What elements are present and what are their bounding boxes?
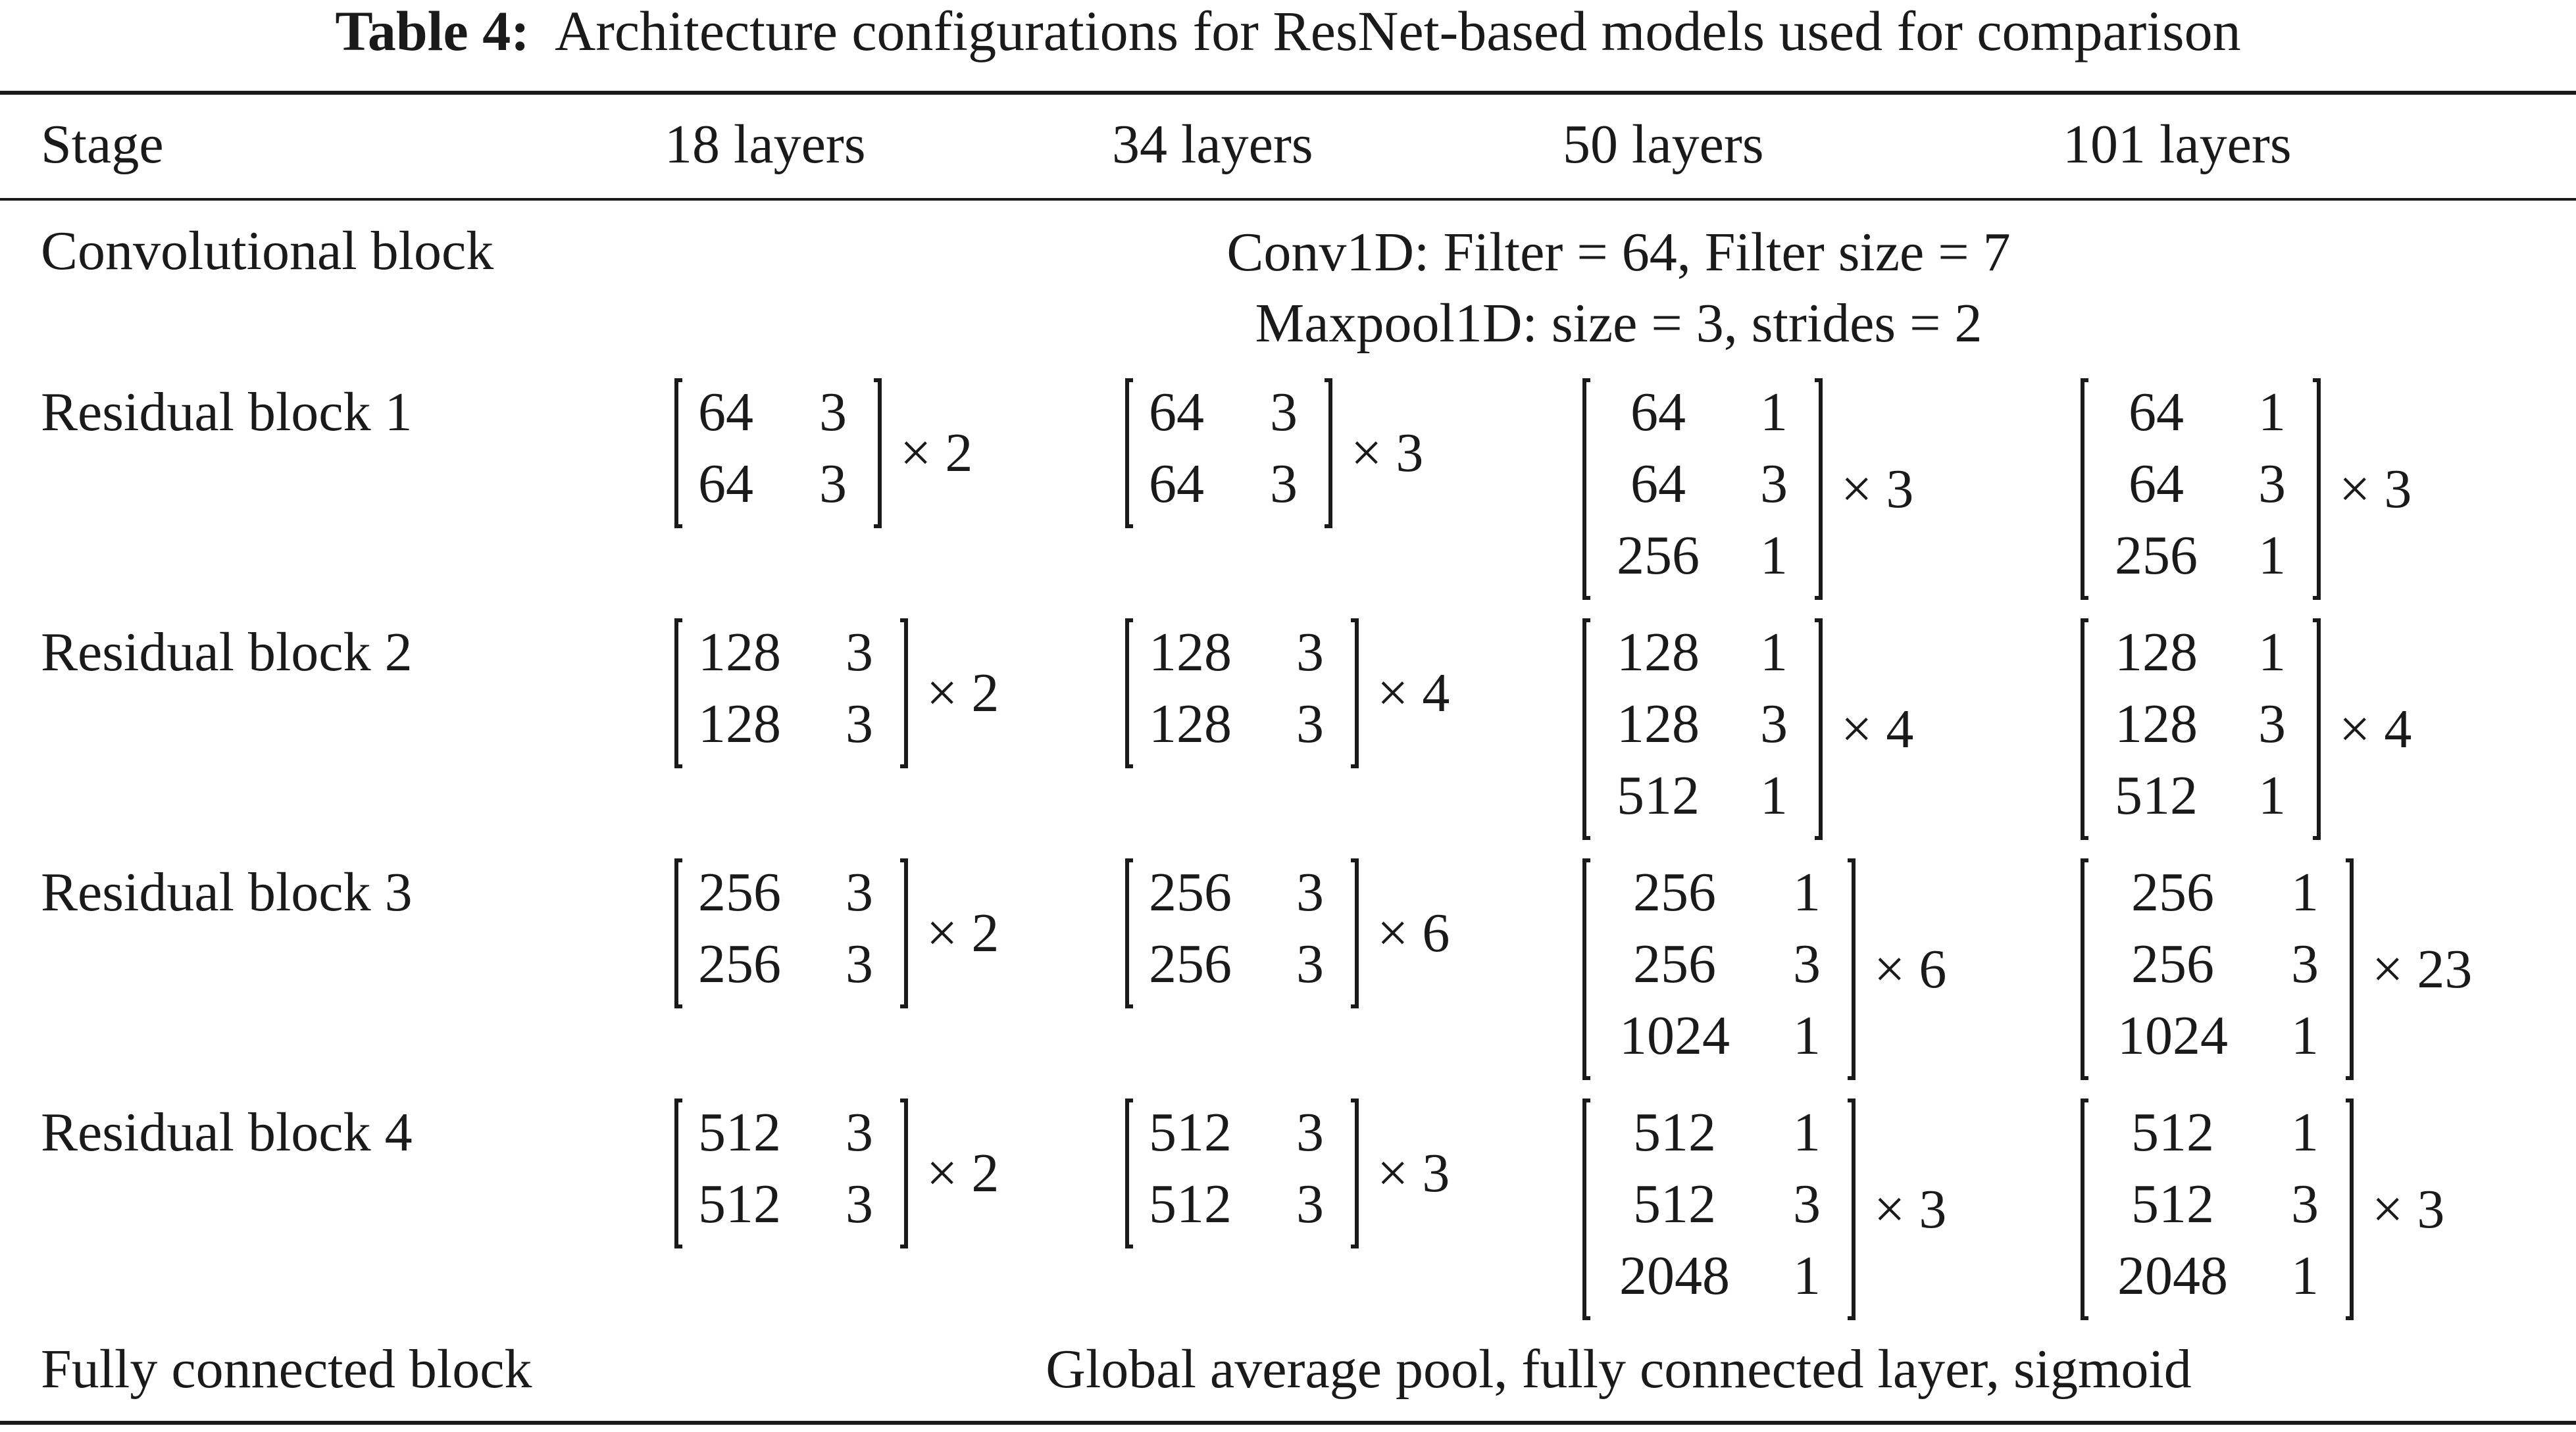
config-matrix: [1582, 378, 1823, 600]
kernel-size: 1: [1793, 1245, 1821, 1306]
filter-count: 128: [1617, 693, 1700, 754]
right-bracket: [900, 858, 908, 1008]
kernel-size: 3: [846, 862, 873, 923]
filter-count: 2048: [2117, 1245, 2228, 1306]
left-bracket: [674, 858, 682, 1008]
left-bracket: [1582, 1099, 1590, 1320]
repeat-multiplier: × 3: [2339, 458, 2412, 520]
config-matrix: [2081, 378, 2321, 600]
residual-block-stage: Residual block 3: [41, 862, 413, 923]
left-bracket: [1582, 378, 1590, 600]
filter-count: 512: [698, 1173, 781, 1235]
kernel-size: 1: [1760, 382, 1788, 443]
kernel-size: 3: [2291, 933, 2319, 995]
left-bracket: [2081, 858, 2088, 1080]
kernel-size: 3: [846, 622, 873, 683]
kernel-size: 3: [819, 453, 847, 514]
filter-count: 64: [1630, 382, 1686, 443]
caption-text: Architecture configurations for ResNet-based models used for comparison: [555, 0, 2241, 62]
filter-count: 64: [1630, 453, 1686, 514]
repeat-multiplier: × 23: [2372, 938, 2473, 1000]
right-bracket: [1848, 1099, 1856, 1320]
right-bracket: [2313, 618, 2321, 840]
kernel-size: 1: [2291, 1102, 2319, 1163]
residual-block-stage: Residual block 1: [41, 382, 413, 443]
kernel-size: 3: [1296, 1173, 1324, 1235]
left-bracket: [2081, 618, 2088, 840]
kernel-size: 3: [846, 693, 873, 754]
filter-count: 128: [1149, 622, 1232, 683]
kernel-size: 3: [1793, 933, 1821, 995]
repeat-multiplier: × 6: [1377, 902, 1450, 964]
filter-count: 2048: [1619, 1245, 1730, 1306]
filter-count: 512: [1149, 1102, 1232, 1163]
filter-count: 512: [2131, 1173, 2214, 1235]
filter-count: 512: [1149, 1173, 1232, 1235]
right-bracket: [900, 1099, 908, 1248]
repeat-multiplier: × 3: [1874, 1178, 1947, 1240]
kernel-size: 3: [2258, 453, 2286, 514]
kernel-size: 3: [846, 1173, 873, 1235]
right-bracket: [874, 378, 882, 528]
header-col-34: 34 layers: [1112, 114, 1313, 175]
filter-count: 64: [1149, 382, 1204, 443]
conv-block-stage: Convolutional block: [41, 220, 494, 282]
right-bracket: [1848, 858, 1856, 1080]
config-matrix: [1582, 1099, 1856, 1320]
config-matrix: [674, 378, 882, 528]
repeat-multiplier: × 4: [2339, 698, 2412, 760]
filter-count: 512: [1617, 765, 1700, 826]
filter-count: 64: [698, 453, 753, 514]
filter-count: 1024: [1619, 1005, 1730, 1066]
kernel-size: 1: [1760, 765, 1788, 826]
config-matrix: [1125, 1099, 1359, 1248]
filter-count: 256: [2131, 862, 2214, 923]
residual-block-stage: Residual block 4: [41, 1102, 413, 1163]
kernel-size: 3: [1296, 1102, 1324, 1163]
kernel-size: 3: [1793, 1173, 1821, 1235]
kernel-size: 3: [846, 933, 873, 995]
filter-count: 64: [1149, 453, 1204, 514]
right-bracket: [1815, 618, 1823, 840]
filter-count: 64: [2129, 453, 2184, 514]
config-matrix: [1582, 618, 1823, 840]
left-bracket: [1125, 618, 1133, 768]
filter-count: 128: [698, 693, 781, 754]
filter-count: 512: [698, 1102, 781, 1163]
kernel-size: 3: [1270, 382, 1298, 443]
right-bracket: [2346, 1099, 2354, 1320]
config-matrix: [1125, 618, 1359, 768]
header-rule: [0, 198, 2576, 201]
kernel-size: 3: [2291, 1173, 2319, 1235]
filter-count: 512: [1633, 1102, 1716, 1163]
kernel-size: 1: [2291, 1005, 2319, 1066]
config-matrix: [674, 1099, 908, 1248]
config-matrix: [1582, 858, 1856, 1080]
kernel-size: 3: [1760, 693, 1788, 754]
filter-count: 1024: [2117, 1005, 2228, 1066]
repeat-multiplier: × 3: [2372, 1178, 2445, 1240]
left-bracket: [1125, 378, 1133, 528]
filter-count: 256: [1617, 525, 1700, 586]
right-bracket: [900, 618, 908, 768]
kernel-size: 1: [2258, 525, 2286, 586]
filter-count: 128: [1617, 622, 1700, 683]
filter-count: 128: [2115, 693, 2198, 754]
right-bracket: [1351, 618, 1359, 768]
kernel-size: 3: [1270, 453, 1298, 514]
repeat-multiplier: × 3: [1377, 1143, 1450, 1204]
config-matrix: [674, 858, 908, 1008]
left-bracket: [2081, 378, 2088, 600]
kernel-size: 3: [1760, 453, 1788, 514]
config-matrix: [1125, 378, 1332, 528]
filter-count: 256: [1633, 933, 1716, 995]
left-bracket: [674, 618, 682, 768]
fc-block-stage: Fully connected block: [41, 1339, 532, 1400]
right-bracket: [1351, 1099, 1359, 1248]
kernel-size: 1: [2258, 765, 2286, 826]
left-bracket: [1125, 1099, 1133, 1248]
repeat-multiplier: × 2: [926, 662, 999, 724]
repeat-multiplier: × 2: [900, 422, 973, 483]
config-matrix: [2081, 618, 2321, 840]
repeat-multiplier: × 3: [1841, 458, 1914, 520]
filter-count: 256: [1149, 933, 1232, 995]
filter-count: 256: [1633, 862, 1716, 923]
kernel-size: 1: [2258, 382, 2286, 443]
left-bracket: [1582, 858, 1590, 1080]
right-bracket: [2346, 858, 2354, 1080]
residual-block-stage: Residual block 2: [41, 622, 413, 683]
filter-count: 512: [2131, 1102, 2214, 1163]
caption-label: Table 4:: [335, 0, 530, 62]
kernel-size: 1: [1793, 1005, 1821, 1066]
table-caption: [0, 0, 2576, 62]
config-matrix: [674, 618, 908, 768]
left-bracket: [2081, 1099, 2088, 1320]
kernel-size: 3: [2258, 693, 2286, 754]
fc-block-text: Global average pool, fully connected layer, sigmoid: [1046, 1339, 2192, 1400]
config-matrix: [2081, 858, 2354, 1080]
kernel-size: 1: [2291, 1245, 2319, 1306]
kernel-size: 1: [2291, 862, 2319, 923]
filter-count: 64: [2129, 382, 2184, 443]
kernel-size: 1: [1760, 622, 1788, 683]
filter-count: 256: [698, 862, 781, 923]
config-matrix: [1125, 858, 1359, 1008]
right-bracket: [1351, 858, 1359, 1008]
conv-block-line2: Maxpool1D: size = 3, strides = 2: [1255, 293, 1983, 354]
left-bracket: [674, 1099, 682, 1248]
repeat-multiplier: × 4: [1377, 662, 1450, 724]
filter-count: 128: [1149, 693, 1232, 754]
filter-count: 256: [1149, 862, 1232, 923]
kernel-size: 1: [2258, 622, 2286, 683]
kernel-size: 3: [1296, 693, 1324, 754]
repeat-multiplier: × 2: [926, 1143, 999, 1204]
kernel-size: 3: [1296, 622, 1324, 683]
filter-count: 64: [698, 382, 753, 443]
filter-count: 128: [698, 622, 781, 683]
left-bracket: [674, 378, 682, 528]
filter-count: 256: [698, 933, 781, 995]
filter-count: 512: [2115, 765, 2198, 826]
right-bracket: [1325, 378, 1332, 528]
header-col-18: 18 layers: [665, 114, 866, 175]
kernel-size: 1: [1793, 862, 1821, 923]
repeat-multiplier: × 2: [926, 902, 999, 964]
kernel-size: 1: [1793, 1102, 1821, 1163]
header-col-50: 50 layers: [1563, 114, 1764, 175]
kernel-size: 3: [819, 382, 847, 443]
filter-count: 256: [2115, 525, 2198, 586]
kernel-size: 3: [1296, 933, 1324, 995]
config-matrix: [2081, 1099, 2354, 1320]
conv-block-line1: Conv1D: Filter = 64, Filter size = 7: [1226, 222, 2011, 283]
right-bracket: [1815, 378, 1823, 600]
filter-count: 256: [2131, 933, 2214, 995]
left-bracket: [1582, 618, 1590, 840]
left-bracket: [1125, 858, 1133, 1008]
repeat-multiplier: × 3: [1351, 422, 1424, 483]
header-stage: Stage: [41, 114, 164, 175]
right-bracket: [2313, 378, 2321, 600]
repeat-multiplier: × 4: [1841, 698, 1914, 760]
repeat-multiplier: × 6: [1874, 938, 1947, 1000]
top-rule: [0, 91, 2576, 95]
bottom-rule: [0, 1421, 2576, 1425]
filter-count: 512: [1633, 1173, 1716, 1235]
kernel-size: 1: [1760, 525, 1788, 586]
kernel-size: 3: [846, 1102, 873, 1163]
filter-count: 128: [2115, 622, 2198, 683]
header-col-101: 101 layers: [2063, 114, 2292, 175]
kernel-size: 3: [1296, 862, 1324, 923]
